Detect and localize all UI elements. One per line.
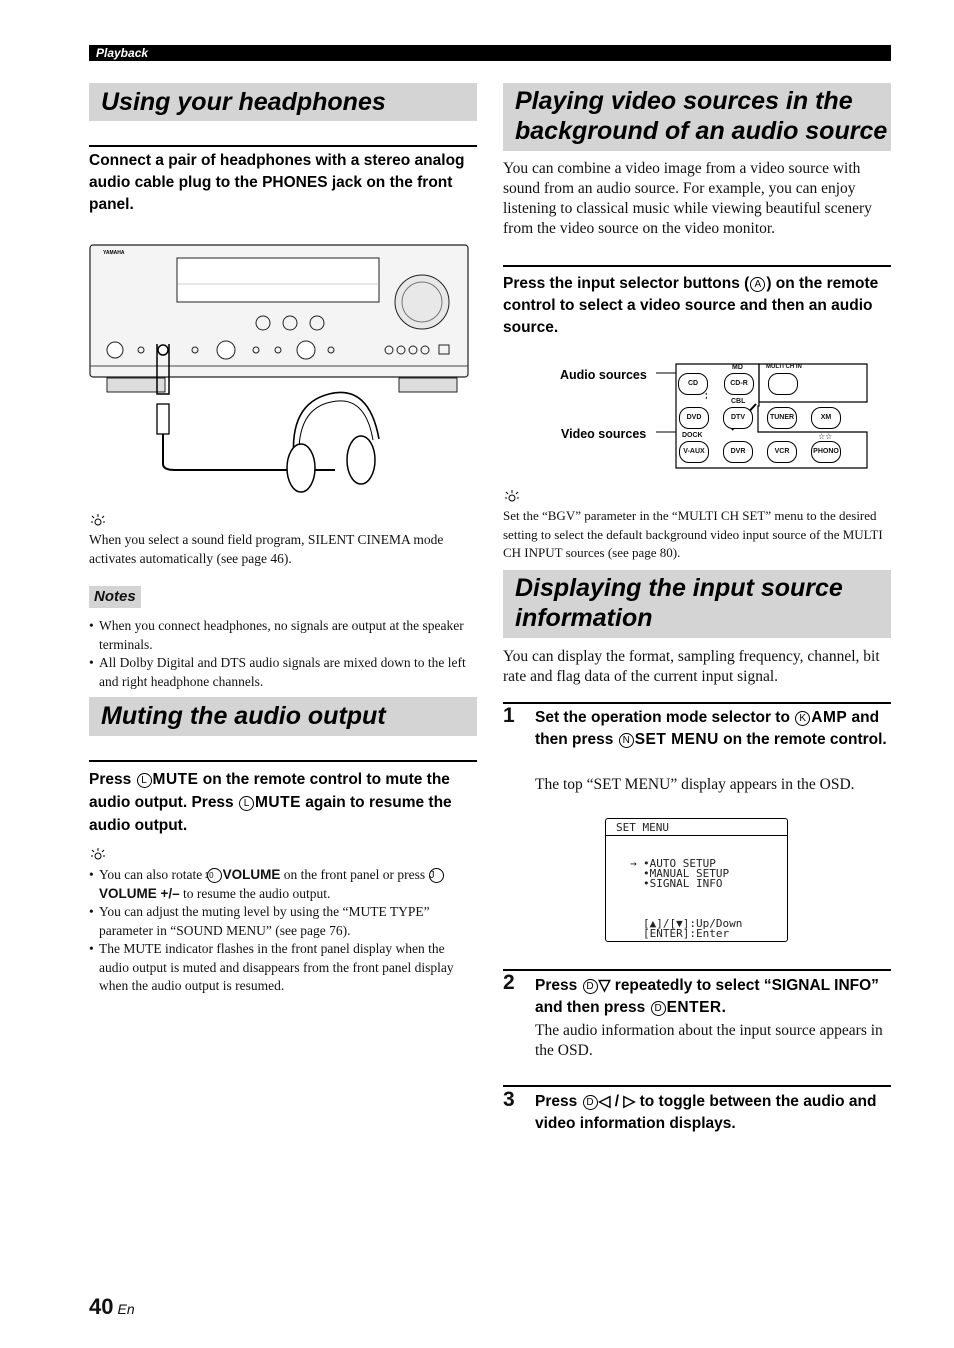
osd-item-signal-info: •SIGNAL INFO [643,877,723,890]
key-cd-r: CD-R [724,373,754,395]
display-info-heading-box [503,570,891,638]
divider [89,760,477,762]
divider [503,1085,891,1087]
page-language: En [117,1301,135,1317]
key-multi-ch-in [768,373,798,395]
section-header-bar [89,45,891,61]
receiver-headphones-illustration [89,244,481,500]
key-v-aux: V-AUX [679,441,709,463]
step-1-description: The top “SET MENU” display appears in the OSD. [535,776,855,793]
bgv-title-line2: background of an audio source [515,117,888,145]
headphones-intro: Connect a pair of headphones with a stereo analog audio cable plug to the PHONES jack on the front panel. [89,152,465,213]
note-item: • All Dolby Digital and DTS audio signals are mixed down to the left and right headphone channels. [89,654,477,691]
divider [503,702,891,704]
muting-tips [89,866,477,996]
section-label: Playback [96,46,149,60]
bgv-body: You can combine a video image from a video source with sound from an audio source. For example, you can enjoy listening to classical music while viewing beautiful scenery from the video source on the video monitor. [503,160,872,237]
step-2-number: 2 [503,971,515,994]
osd-hint-updown: [▲]/[▼]:Up/Down [643,917,743,930]
headphones-heading-box [89,83,477,121]
osd-title: SET MENU [616,821,669,834]
star-icon: ☆☆ [818,432,833,441]
osd-hint-enter: [ENTER]:Enter [643,927,730,940]
key-dvd: DVD [679,407,709,429]
osd-item-auto-setup: •AUTO SETUP [643,857,716,870]
key-dvr: DVR [723,441,753,463]
key-cd: CD [678,373,708,395]
tip-icon [89,846,109,862]
muting-tip-item: • You can also rotate 10 VOLUME on the front panel or press JVOLUME +/– to resume the audio output. [89,866,477,903]
label-dock: DOCK [682,432,703,439]
divider [503,265,891,267]
key-dtv: DTV [723,407,753,429]
step-1-instruction: Set the operation mode selector to K AMP and then press N SET MENU on the remote control. [535,709,887,748]
key-vcr: VCR [767,441,797,463]
page-number: 40 En [89,1294,135,1319]
muting-instruction: Press L MUTE on the remote control to mute the audio output. Press L MUTE again to resume the audio output. [89,771,452,834]
step-1-number: 1 [503,704,515,727]
display-info-body: You can display the format, sampling frequency, channel, bit rate and flag data of the current input signal. [503,648,880,685]
step-2-instruction: Press D ▽ repeatedly to select “SIGNAL INFO” and then press D ENTER. [535,977,879,1016]
display-info-title-line2: information [515,604,653,632]
bgv-title-line1: Playing video sources in the [515,87,853,115]
muting-heading-box [89,697,477,736]
step-2-description: The audio information about the input source appears in the OSD. [535,1022,883,1059]
tip-icon [503,488,523,504]
label-multi-ch-in: MULTI CH IN [766,364,802,370]
step-3-instruction: Press D ◁ / ▷ to toggle between the audio and video information displays. [535,1093,877,1132]
osd-divider [606,835,787,836]
headphones-tip: When you select a sound field program, SILENT CINEMA mode activates automatically (see page 46). [89,532,444,566]
key-tuner: TUNER [767,407,797,429]
osd-set-menu [605,818,788,942]
tip-icon [89,512,109,528]
muting-title: Muting the audio output [101,702,386,730]
divider [503,969,891,971]
notes-list [89,617,477,691]
display-info-title-line1: Displaying the input source [515,574,843,602]
headphones-title: Using your headphones [101,88,386,116]
step-3-number: 3 [503,1088,515,1111]
key-phono: PHONO [811,441,841,463]
brand-logo-text: YAMAHA [103,250,125,256]
key-xm: XM [811,407,841,429]
muting-tip-item: • The MUTE indicator flashes in the front panel display when the audio output is muted and disappears from the front panel display when the audio output is resumed. [89,940,477,996]
bgv-instruction: Press the input selector buttons ( A ) on the remote control to select a video source and then an audio source. [503,275,879,336]
label-md: MD [732,364,743,371]
divider [89,145,477,147]
bgv-heading-box [503,83,891,151]
label-cbl: CBL [731,398,746,405]
muting-tip-item: • You can adjust the muting level by using the “MUTE TYPE” parameter in “SOUND MENU” (see page 76). [89,903,477,940]
osd-cursor: → [630,857,637,870]
osd-item-manual-setup: •MANUAL SETUP [643,867,730,880]
video-sources-label: Video sources [561,427,647,441]
note-item: • When you connect headphones, no signals are output at the speaker terminals. [89,617,477,654]
bgv-tip: Set the “BGV” parameter in the “MULTI CH SET” menu to the desired setting to select the default background video input source of the MULTI CH INPUT sources (see page 80). [503,508,883,560]
audio-sources-label: Audio sources [560,368,647,382]
notes-label: Notes [89,586,141,608]
